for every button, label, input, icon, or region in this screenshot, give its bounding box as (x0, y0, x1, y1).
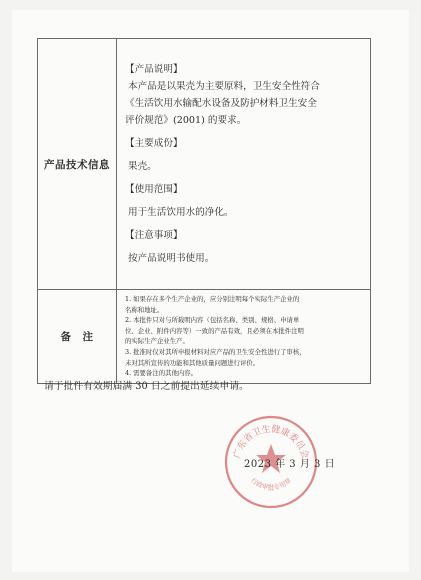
tech-info-label: 产品技术信息 (38, 39, 117, 290)
notes-label: 备 注 (38, 290, 117, 384)
note-line-6: 3. 批准时仅对其所申报材料对应产品的卫生安全性进行了审核， (125, 347, 306, 356)
approval-table (37, 38, 371, 384)
description-line-3: 评价规范》(2001) 的要求。 (125, 115, 247, 126)
caution-heading: 【注意事项】 (125, 230, 183, 241)
description-heading: 【产品说明】 (125, 64, 183, 75)
note-line-7: 未对其所宣传的功能和其他质量问题进行评价。 (125, 358, 260, 367)
note-line-8: 4. 需要备注的其他内容。 (125, 369, 198, 378)
caution-text: 按产品说明书使用。 (128, 253, 215, 264)
note-line-3: 2. 本批件只对与所载明内容（包括名称、类别、规格、申请单 (125, 316, 300, 325)
note-line-4: 位、企业、附件内容等）一致的产品有效，且必须在本批件注明 (125, 326, 304, 335)
notes-row (38, 290, 371, 384)
description-line-1: 本产品是以果壳为主要原料，卫生安全性符合 (128, 81, 320, 92)
usage-text: 用于生活饮用水的净化。 (128, 207, 234, 218)
issue-date: 2023 年 3 月 3 日 (244, 459, 336, 470)
composition-text: 果壳。 (128, 161, 157, 172)
note-line-1: 1. 如果存在多个生产企业的，应分别注明每个实际生产企业的 (125, 295, 300, 303)
seal-top-text: 广东省卫生健康委员会 (232, 424, 310, 460)
description-line-2: 《生活饮用水输配水设备及防护材料卫生安全 (125, 98, 317, 109)
seal-bottom-text: 行政审批专用章 (249, 476, 293, 492)
note-line-2: 名称和地址。 (125, 305, 164, 314)
renewal-note: 请于批件有效期届满 30 日之前提出延续申请。 (44, 381, 249, 392)
composition-heading: 【主要成份】 (125, 138, 183, 149)
usage-heading: 【使用范围】 (125, 184, 183, 195)
svg-text:行政审批专用章 (249, 475, 293, 491)
tech-info-content (117, 39, 371, 290)
notes-content (117, 290, 371, 384)
tech-info-row (38, 39, 371, 290)
note-line-5: 的实际生产企业生产。 (125, 337, 189, 346)
